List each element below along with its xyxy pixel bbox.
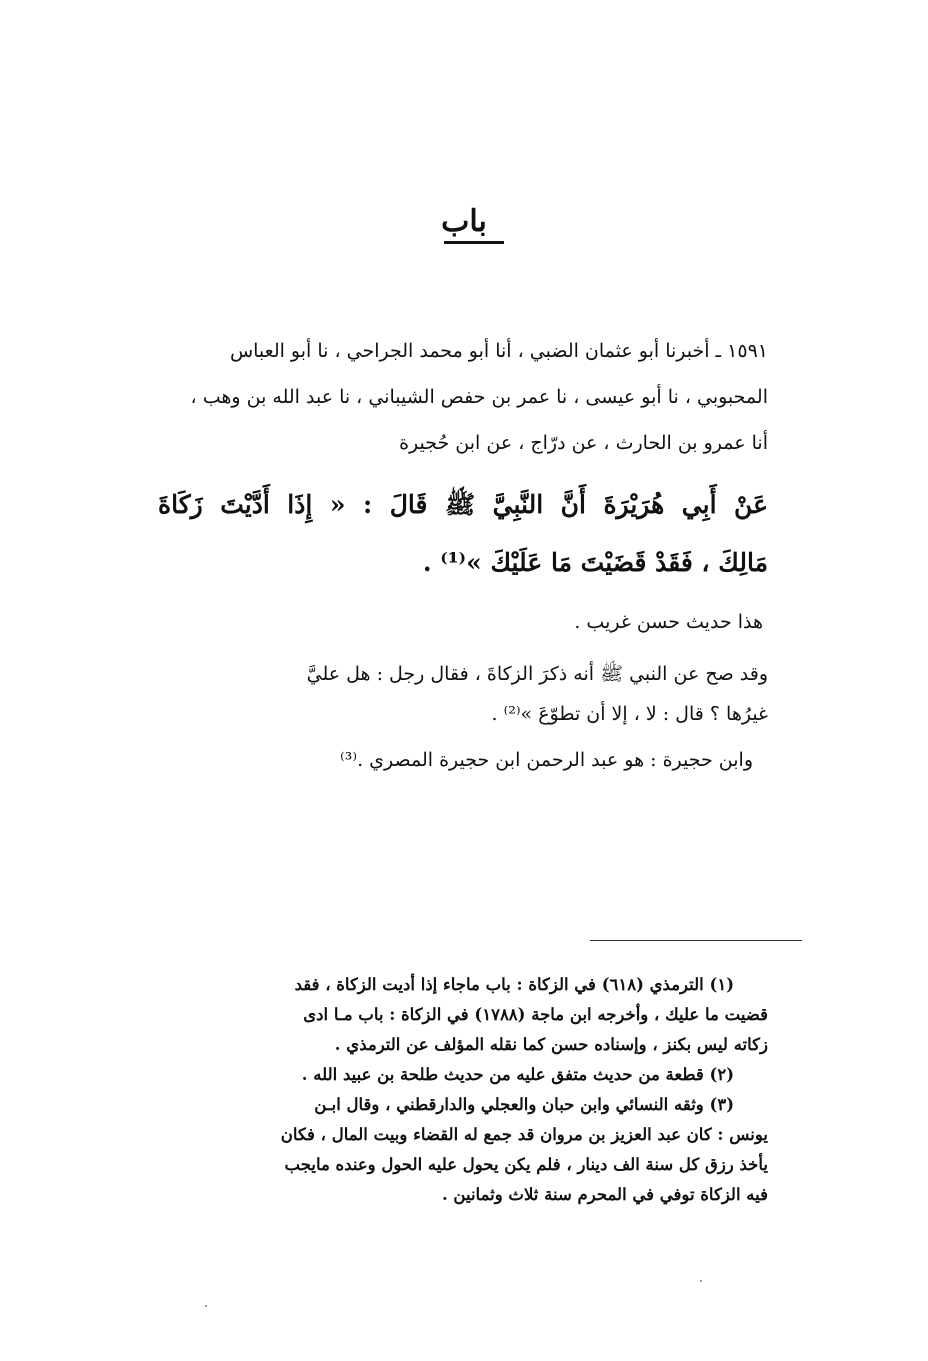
footnote-1-line: زكاته ليس بكنز ، وإسناده حسن كما نقله المؤلف عن الترمذي . — [334, 1035, 768, 1054]
footnotes — [158, 970, 768, 1210]
comment-line: هذا حديث حسن غريب . — [574, 611, 763, 633]
isnad-line: ١٥٩١ ـ أخبرنا أبو عثمان الضبي ، أنا أبو محمد الجراحي ، نا أبو العباس — [229, 340, 768, 362]
comment-line: وقد صح عن النبي ﷺ أنه ذكرَ الزكاةَ ، فقال رجل : هل عليَّ — [306, 663, 768, 685]
hadith-isnad — [158, 328, 768, 466]
chapter-heading — [0, 204, 928, 244]
footnote-1-line: (١) الترمذي (٦١٨) في الزكاة : باب ماجاء إذا أديت الزكاة ، فقد — [294, 975, 734, 994]
comment-line: غيرُها ؟ قال : لا ، إلا أن تطوّعَ »⁽²⁾ . — [491, 703, 768, 725]
comment-line: وابن حجيرة : هو عبد الرحمن ابن حجيرة المصري .⁽³⁾ — [340, 749, 753, 771]
narrator-note — [143, 740, 753, 780]
footnote-separator — [590, 940, 802, 941]
hadith-matn — [158, 476, 768, 592]
footnote-1-line: قضيت ما عليك ، وأخرجه ابن ماجة (١٧٨٨) في الزكاة : باب مـا ادى — [303, 1005, 768, 1024]
chapter-title: باب — [441, 204, 487, 239]
matn-line: مَالِكَ ، فَقَدْ قَضَيْتَ مَا عَلَيْكَ »⁽¹⁾ . — [422, 548, 768, 577]
footnote-3-line: يونس : كان عبد العزيز بن مروان قد جمع له القضاء وبيت المال ، فكان — [280, 1125, 768, 1144]
footnote-3-line: فيه الزكاة توفي في المحرم سنة ثلاث وثمانين . — [441, 1185, 768, 1204]
supporting-narration — [158, 654, 768, 734]
scan-speck — [700, 1280, 702, 1282]
scan-speck — [205, 1305, 207, 1307]
heading-underline — [444, 241, 504, 244]
footnote-3-line: (٣) وثقه النسائي وابن حبان والعجلي والدارقطني ، وقال ابـن — [314, 1095, 734, 1114]
footnote-3-line: يأخذ رزق كل سنة الف دينار ، فلم يكن يحول عليه الحول وعنده مايجب — [284, 1155, 768, 1174]
footnote-2: (٢) قطعة من حديث متفق عليه من حديث طلحة بن عبيد الله . — [301, 1065, 734, 1084]
isnad-line: المحبوبي ، نا أبو عيسى ، نا عمر بن حفص الشيباني ، نا عبد الله بن وهب ، — [190, 386, 768, 408]
matn-line: عَنْ أَبِي هُرَيْرَةَ أَنَّ النَّبِيَّ ﷺ قَالَ : « إِذَا أَدَّيْتَ زَكَاةَ — [158, 490, 768, 519]
grading-comment — [153, 602, 763, 642]
isnad-line: أنا عمرو بن الحارث ، عن درّاج ، عن ابن حُجيرة — [399, 432, 768, 454]
